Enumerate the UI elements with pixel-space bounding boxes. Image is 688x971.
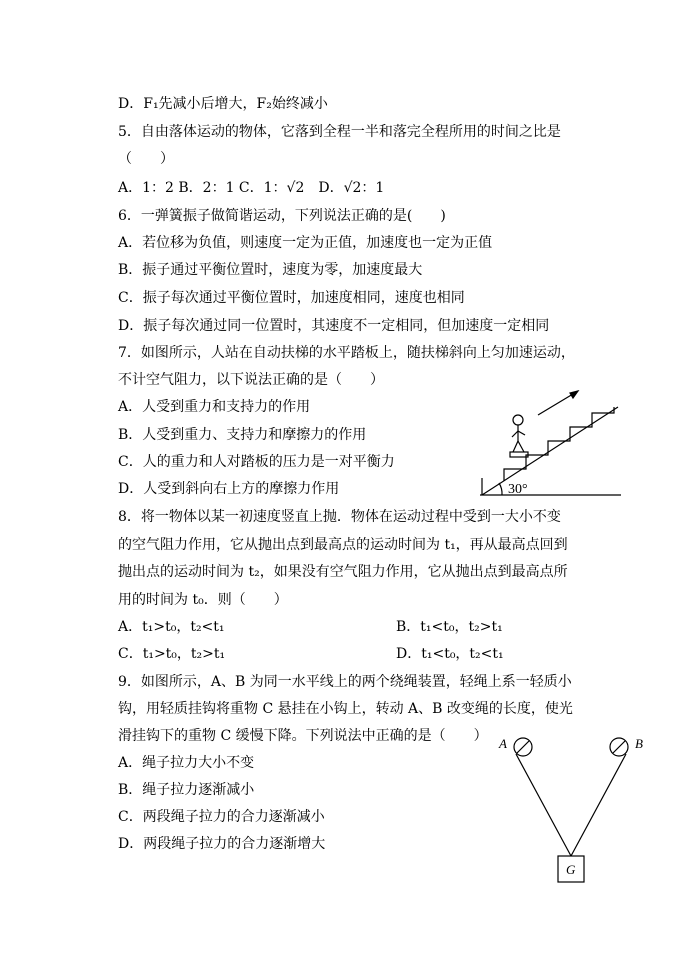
- q9-option-d: D．两段绳子拉力的合力逐渐增大: [118, 836, 326, 852]
- q5-stem: 5．自由落体运动的物体，它落到全程一半和落完全程所用的时间之比是: [118, 124, 561, 140]
- q6-option-a: A．若位移为负值，则速度一定为正值，加速度也一定为正值: [118, 235, 493, 251]
- incline-line: [482, 407, 618, 495]
- q9-stem-line3: 滑挂钩下的重物 C 缓慢下降。下列说法中正确的是（ ）: [118, 728, 488, 744]
- q9-option-c: C．两段绳子拉力的合力逐渐减小: [118, 809, 325, 825]
- step-plate: [510, 452, 528, 457]
- q6-option-b: B．振子通过平衡位置时，速度为零，加速度最大: [118, 262, 423, 278]
- q7-option-a: A．人受到重力和支持力的作用: [118, 399, 311, 415]
- q7-option-d: D．人受到斜向右上方的摩擦力作用: [118, 481, 340, 497]
- q6-option-d: D．振子每次通过同一位置时，其速度不一定相同，但加速度一定相同: [118, 318, 550, 334]
- person-icon: [512, 415, 525, 452]
- weight-label: G: [566, 862, 576, 877]
- q7-stem-line2: 不计空气阻力，以下说法正确的是（ ）: [118, 372, 384, 388]
- angle-arc: [499, 483, 502, 495]
- angle-label: 30°: [508, 482, 528, 497]
- q5-options: A．1：2 B．2：1 C．1：√2 D．√2：1: [118, 180, 385, 196]
- q6-option-c: C．振子每次通过平衡位置时，加速度相同，速度也相同: [118, 290, 465, 306]
- q8-stem-line4: 用的时间为 t₀．则（ ）: [118, 592, 288, 608]
- escalator-figure: [478, 385, 628, 500]
- q8-stem-line3: 抛出点的运动时间为 t₂，如果没有空气阻力作用，它从抛出点到最高点所: [118, 564, 568, 580]
- q8-option-b: B．t₁<t₀，t₂>t₁: [396, 619, 503, 635]
- q7-option-b: B．人受到重力、支持力和摩擦力的作用: [118, 427, 367, 443]
- q8-stem-line1: 8．将一物体以某一初速度竖直上抛．物体在运动过程中受到一大小不变: [118, 509, 561, 525]
- q5-answer-paren: （ ）: [118, 151, 174, 167]
- pulley-a-label: A: [499, 736, 507, 751]
- q9-stem-line2: 钩，用轻质挂钩将重物 C 悬挂在小钩上，转动 A、B 改变绳的长度，使光: [118, 701, 573, 717]
- q9-stem-line1: 9．如图所示，A、B 为同一水平线上的两个绕绳装置，轻绳上系一轻质小: [118, 674, 572, 690]
- q8-option-d: D．t₁<t₀，t₂<t₁: [396, 646, 504, 662]
- q9-option-b: B．绳子拉力逐渐减小: [118, 782, 255, 798]
- q7-stem-line1: 7．如图所示，人站在自动扶梯的水平踏板上，随扶梯斜向上匀加速运动，: [118, 345, 575, 361]
- pulley-b-label: B: [635, 736, 643, 751]
- option-d-previous: D．F₁先减小后增大，F₂始终减小: [118, 96, 328, 112]
- q8-option-c: C．t₁>t₀，t₂>t₁: [118, 646, 226, 662]
- q8-stem-line2: 的空气阻力作用，它从抛出点到最高点的运动时间为 t₁，再从最高点回到: [118, 537, 568, 553]
- q7-option-c: C．人的重力和人对踏板的压力是一对平衡力: [118, 454, 395, 470]
- rope-left: [516, 754, 571, 856]
- q6-stem: 6．一弹簧振子做简谐运动，下列说法正确的是( ): [118, 208, 446, 224]
- rope-right: [571, 754, 626, 856]
- q8-option-a: A．t₁>t₀，t₂<t₁: [118, 619, 225, 635]
- q9-option-a: A．绳子拉力大小不变: [118, 755, 255, 771]
- pulley-figure: [495, 730, 655, 890]
